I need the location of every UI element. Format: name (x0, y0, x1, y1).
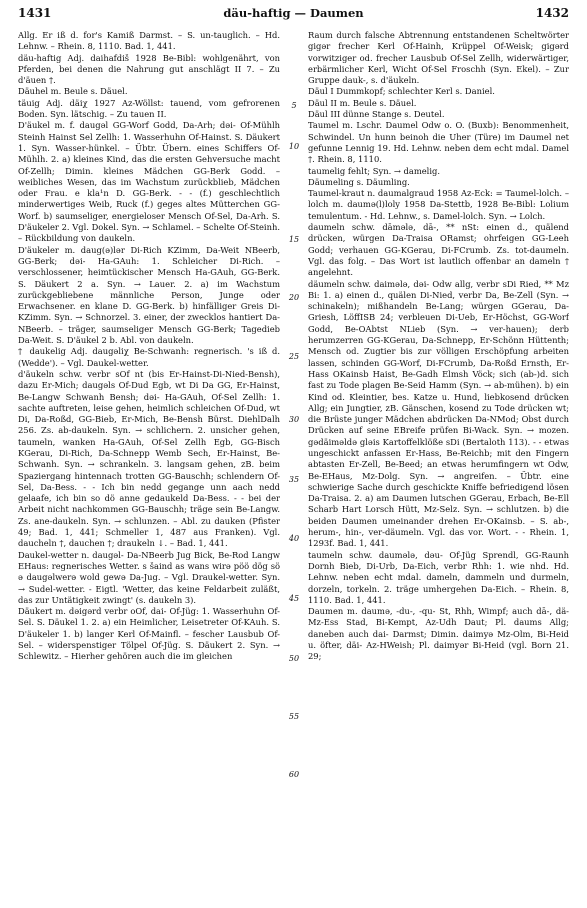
line-number: 35 (288, 475, 300, 484)
entry: Däumeling s. Däumling. (308, 176, 410, 187)
entry: täuig Adj. däiχ 1927 Az-Wöllst: tauend, vom gefrorenen Boden. Syn. lätschig. – Zu tauen II. (18, 97, 280, 120)
entry: Däul II m. Beule s. Däuel. (308, 97, 417, 108)
line-number: 5 (291, 101, 297, 110)
line-number: 10 (288, 142, 300, 151)
entry: d'äukeln schw. verbr sOf nt (bis Er-Hainst-Di-Nied-Bensh), dazu Er-Mich; daugəls Of-Dud Egb, wt Di Da GG, Er-Hainst, Be-Langw Schwanh Bensh; dəi- Ha-GAuh, Of-Sel Zellh: 1. sachte auftreten, leise gehen, heimlich schleichen Of-Dud, wt Di, Da-Roßd, GG-Bieb, Er-Mich, Be-Bensh Bürst. DiehlDalh 256. Zs. ab-daukeln. Syn. → schlichern. 2. unsicher gehen, taumeln, wanken Ha-GAuh, Of-Sel Zellh Egb, GG-Bisch KGerau, Di-Rich, Da-Schnepp Wemb Sech, Er-Hainst, Be-Schwanh. Syn. → schrankeln. 3. langsam gehen, zB. beim Spaziergang hintennach trotten GG-Bauschh; schlendern Of-Sel, Da-Bess. - - Ich bin nedd gegange unn aach nedd gelaafe, ich bin so dö anne gedaukeld Da-Bess. - - bei der Arbeit nicht nachkommen GG-Bauschh; träge sein Be-Langw. Zs. ane-daukeln. Syn. → schlunzen. – Abl. zu dauken (Pfister 49; Bad. 1, 441; Schmeller 1, 487 aus Franken). Vgl. daucheln †, dauchen †; draukeln ↓. – Bad. 1, 441. (18, 368, 280, 549)
entry: D'äukel m. f. daugəl GG-Worf Godd, Da-Arh; dəi- Of-Mühlh Steinh Hainst Sel Zellh: 1. Wasserhuhn Of-Hainst. S. Däukert 1. Syn. Wasser-hünkel. – Übtr. Übern. eines Schiffers Of-Mühlh. 2. a) kleines Kind, das die ersten Gehversuche macht Of-Zellh; Dimin. kleines Mädchen GG-Berk Godd. – weibliches Wesen, das im Wachstum zurückblieb, Mädchen oder Frau. e kla¹n D. GG-Berk. - - (f.) geschlechtlich minderwertiges Weib, Ruck (f.) geges altes Mütterchen GG-Worf. b) saumseliger, energieloser Mensch Of-Sel, Da-Arh. S. D'äukeler 2. Vgl. Dokel. Syn. → Schlamel. – Schelte Of-Steinh. – Rückbildung von daukeln. (18, 120, 280, 244)
line-number: 20 (288, 293, 300, 302)
entry: Raum durch falsche Abtrennung entstandenen Scheltwörter gigər frecher Kerl Of-Hainh, Krüppel Of-Weisk; gigərd vorwitziger od. frecher Lausbub Of-Sel Zellh, widerwärtiger, erbärmlicher Kerl, Wicht Of-Sel Froschh (Syn. Ekel). – Zur Gruppe dauk-, s. d'äukeln. (308, 30, 569, 86)
entry: D'äukeler m. daug(ə)lər Di-Rich KZimm, Da-Weit NBeerb, GG-Berk; dəi- Ha-GAuh: 1. Schleicher Di-Rich. – verschlossener, heimtückischer Mensch Ha-GAuh, GG-Berk. S. Däukert 2 a. Syn. → Lauer. 2. a) im Wachstum zurückgebliebene männliche Person, Junge oder Erwachsener. en klane D. GG-Berk. b) hinfälliger Greis Di-KZimm. Syn. → Schnorzel. 3. einer, der zwecklos hantiert Da-NBeerb. – träger, saumseliger Mensch GG-Berk; Tagedieb Da-Weit. S. D'äukel 2 b. Abl. von daukeln. (18, 244, 280, 346)
entry: Taumel m. Lschr. Daumel Odw o. O. (Buxb): Benommenheit, Schwindel. Un hunn beinoh die Uher (Türe) im Daumel net gefunne Lennig 19. Hd. Lehnw. neben dem echt mdal. Damel †. Rhein. 8, 1110. (308, 120, 569, 165)
entry: Daukel-wetter n. daugəl- Da-NBeerb Jug Bick, Be-Rod Langw EHaus: regnerisches Wetter. s šaind as wans wirə pöö dög sö ə daugəlwerə wold gewə Da-Jug. – Vgl. Draukel-wetter. Syn. → Sudel-wetter. - Eigtl. 'Wetter, das keine Feldarbeit zuläßt, das zur Untätigkeit zwingt' (s. daukeln 3). (18, 549, 280, 605)
page-header (18, 6, 569, 28)
entry: Däukert m. dəigərd verbr oOf, dai- Of-Jüg: 1. Wasserhuhn Of-Sel. S. Däukel 1. 2. a) ein Heimlicher, Leisetreter Of-KAuh. S. D'äukeler 1. b) langer Kerl Of-Mainfl. – fescher Lausbub Of-Sel. – widerspenstiger Tölpel Of-Jüg. S. Däukert 2. Syn. → Schlewitz. – Hierher gehören auch die im gleichen (18, 606, 280, 662)
entry: taumeln schw. daumələ, dəu- Of-Jüg Sprendl, GG-Raunh Dornh Bieb, Di-Urb, Da-Eich, verbr Rhh: 1. wie nhd. Hd. Lehnw. neben echt mdal. dameln, dammeln und durmeln, dorzeln, torkeln. 2. träge umhergehen Da-Eich. – Rhein. 8, 1110. Bad. 1, 441. (308, 549, 569, 605)
entry: Taumel-kraut n. daumalgraud 1958 Az-Eck: = Taumel-lolch. –lolch m. daumə(l)loly 1958 Da-Stettb, 1928 Be-Bibl: Lolium temulentum. - Hd. Lehnw., s. Damel-lolch. Syn. → Lolch. (308, 188, 569, 221)
line-number: 25 (288, 352, 300, 361)
entry: Däul III dünne Stange s. Deutel. (308, 109, 445, 120)
running-head: däu-haftig — Daumen (223, 6, 364, 20)
left-column (18, 30, 280, 900)
entry: taumelig fehlt; Syn. → damelig. (308, 165, 441, 176)
entry: Däul I Dummkopf; schlechter Kerl s. Daniel. (308, 86, 495, 97)
entry: daumeln schw. dāmələ, dā-, ** nSt: einen d., quälend drücken, würgen Da-Traisa ORamst; ohrfeigen GG-Leeh Godd; verhauen GG-KGerau, Di-FCrumb. Zs. tot-daumeln. Vgl. das folg. – Das Wort ist lautlich offenbar an dameln † angelehnt. (308, 222, 569, 278)
line-number: 60 (288, 770, 300, 779)
entry: däu-haftig Adj. daihafdiš 1928 Be-Bibl: wohlgenährt, von Pferden, bei denen die Nahrung gut anschlägt II 7. – Zu d'äuen †. (18, 52, 280, 86)
page-number-left: 1431 (18, 6, 52, 20)
entry: Daumen m. daumə, -du-, -qu- St, Rhh, Wimpf; auch dā-, dä- Mz-Ess Stad, Bi-Kempt, Az-Udh Daut; Pl. daums Allg; daneben auch dai- Darmst; Dimin. daimyə Mz-Olm, Bi-Heid u. öfter, däi- Az-HWeish; Pl. daimyər Bi-Heid (vgl. Born 21. 29; (308, 606, 569, 662)
line-numbers (282, 30, 306, 900)
page-number-right: 1432 (535, 6, 569, 20)
line-number: 30 (288, 415, 300, 424)
entry: Däuhel m. Beule s. Däuel. (18, 86, 128, 97)
line-number: 50 (288, 654, 300, 663)
entry: Allg. Er iß d. for's Kamiß Darmst. – S. un-tauglich. – Hd. Lehnw. – Rhein. 8, 1110. Bad. 1, 441. (18, 30, 280, 52)
line-number: 45 (288, 594, 300, 603)
line-number: 40 (288, 534, 300, 543)
right-column (308, 30, 569, 900)
line-number: 55 (288, 712, 300, 721)
entry: däumeln schw. daimələ, dəi- Odw allg, verbr sDi Ried, ** Mz Bi: 1. a) einen d., quälen Di-Nied, verbr Da, Be-Zell (Syn. → schinakeln); mißhandeln Be-Lang; würgen GGerau, Da-Griesh, LöffISB 24; verbleuen Di-Ueb, Er-Höchst, GG-Worf Godd, Be-OAbtst NLieb (Syn. → ver-hauen); derb herumzerren GG-KGerau, Da-Schnepp, Er-Schönn Hüttenth; Mensch od. Zugtier bis zur völligen Erschöpfung arbeiten lassen, schinden GG-Worf, Di-FCrumb, Da-Roßd Ernsth, Er-Hass OKainsb Haist, Be-Gadh Elmsh Vöck; sich (ab-)d. sich fast zu Tode plagen Be-Seid Hamm (Syn. → ab-mühen). b) ein Kind od. Kleintier, bes. Katze u. Hund, liebkosend drücken Allg; ein Jungtier, zB. Gänschen, kosend zu Tode drücken wt; die Brüste junger Mädchen abdrücken Da-NMod; Obst durch Drücken auf seine EBreife prüfen Bi-Wack. Syn. → mozen. gədäiməldə gləis Kartoffelklöße sDi (Bertaloth 113). - - etwas ungeschickt anfassen Er-Hass, Be-Reichb; mit den Fingern abtasten Er-Zell, Be-Beed; an etwas herumfingern wt Odw, Be-EHaus, Mz-Dolg. Syn. → angreifen. – Übtr. eine schwierige Sache durch geschickte Kniffe befriedigend lösen Da-Traisa. 2. a) am Daumen lutschen GGerau, Erbach, Be-Ell Scharb Hart Lorsch Hütt, Mz-Selz. Syn. → schlutzen. b) die beiden Daumen umeinander drehen Er-OKainsb. – S. ab-, herum-, hin-, ver-däumeln. Vgl. das vor. Wort. - - Rhein. 1, 1293f. Bad. 1, 441. (308, 278, 569, 549)
line-number: 15 (288, 235, 300, 244)
entry: † daukelig Adj. daugəliχ Be-Schwanh: regnerisch. 's iß d. (Wedde'). – Vgl. Daukel-wetter. (18, 346, 280, 368)
